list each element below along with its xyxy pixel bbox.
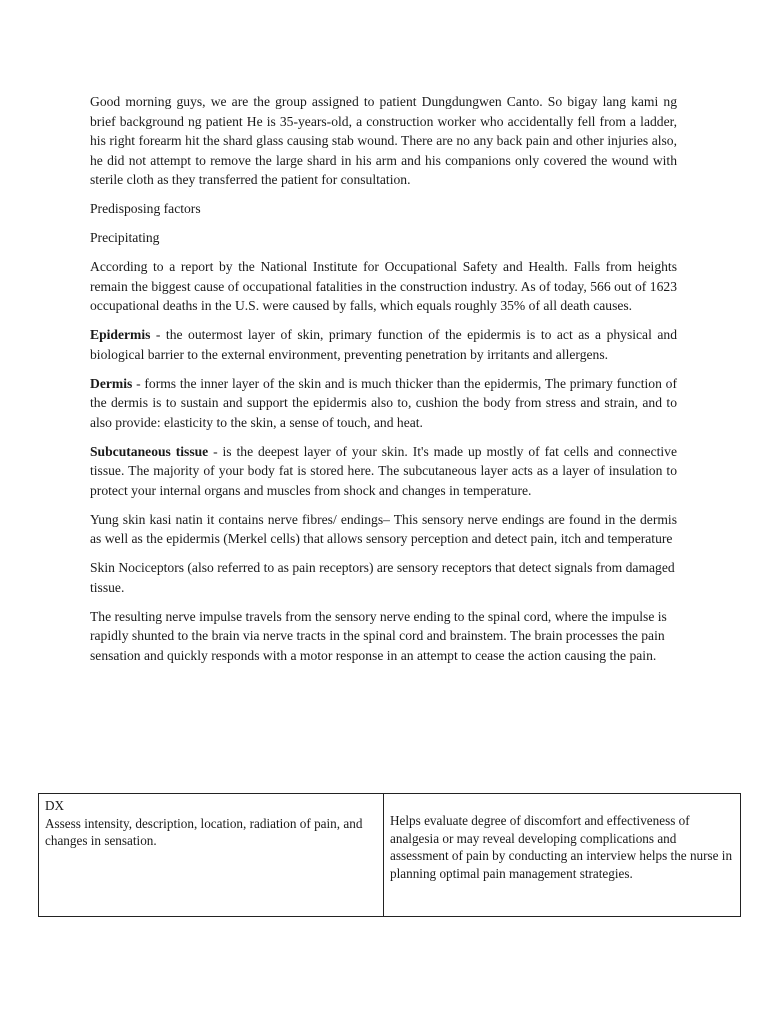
epidermis-paragraph [90,325,677,364]
epidermis-definition: - the outermost layer of skin, primary function of the epidermis is to act as a physical and biological barrier to the external environment, preventing penetration by irritants and allergens. [90,327,677,362]
intervention-text: Assess intensity, description, location, radiation of pain, and changes in sensation. [45,815,363,848]
dermis-term: Dermis [90,375,133,391]
subcutaneous-paragraph [90,442,677,501]
nerve-impulse-paragraph: The resulting nerve impulse travels from the sensory nerve ending to the spinal cord, where the impulse is rapidly shunted to the brain via nerve tracts in the spinal cord and brainstem. The brain processes the pain sensation and quickly responds with a motor response in an attempt to cease the action causing the pain. [90,608,667,663]
subcutaneous-term: Subcutaneous tissue [90,443,209,459]
precipitating-heading: Precipitating [90,230,160,245]
table-row [39,794,741,917]
falls-report-paragraph: According to a report by the National Institute for Occupational Safety and Health. Falls from heights remain the biggest cause of occupational fatalities in the construction industry. As of today, 566 out of 1623 occupational deaths in the U.S. were caused by falls, which equals roughly 35% of all death causes. [90,259,677,313]
nociceptors-paragraph: Skin Nociceptors (also referred to as pain receptors) are sensory receptors that detect signals from damaged tissue. [90,560,675,595]
care-plan-table [38,793,741,917]
intervention-cell [39,794,384,917]
rationale-cell [384,794,741,917]
predisposing-heading: Predisposing factors [90,201,201,216]
intro-paragraph: Good morning guys, we are the group assigned to patient Dungdungwen Canto. So bigay lang kami ng brief background ng patient He is 35-years-old, a construction worker who accidentally fell from a ladder, his right forearm hit the shard glass causing stab wound. There are no any back pain and other injuries also, he did not attempt to remove the large shard in his arm and his companions only covered the wound with sterile cloth as they transferred the patient for consultation. [90,94,677,187]
subcutaneous-definition: - is the deepest layer of your skin. It's made up mostly of fat cells and connective tissue. The majority of your body fat is stored here. The subcutaneous layer acts as a layer of insulation to protect your internal organs and muscles from shock and changes in temperature. [90,443,677,498]
document-body [90,92,677,675]
epidermis-term: Epidermis [90,327,151,342]
rationale-text: Helps evaluate degree of discomfort and effectiveness of analgesia or may reveal developing complications and assessment of pain by conducting an interview helps the nurse in planning optimal pain management strategies. [390,813,733,881]
dx-label: DX [45,798,65,813]
dermis-paragraph [90,374,677,433]
nerve-endings-paragraph: Yung skin kasi natin it contains nerve fibres/ endings– This sensory nerve endings are found in the dermis as well as the epidermis (Merkel cells) that allows sensory perception and detect pain, itch and temperature [90,511,677,546]
dermis-definition: - forms the inner layer of the skin and is much thicker than the epidermis, The primary function of the dermis is to sustain and support the epidermis also to, cushion the body from stress and strain, and to also provide: elasticity to the skin, a sense of touch, and heat. [90,375,677,430]
